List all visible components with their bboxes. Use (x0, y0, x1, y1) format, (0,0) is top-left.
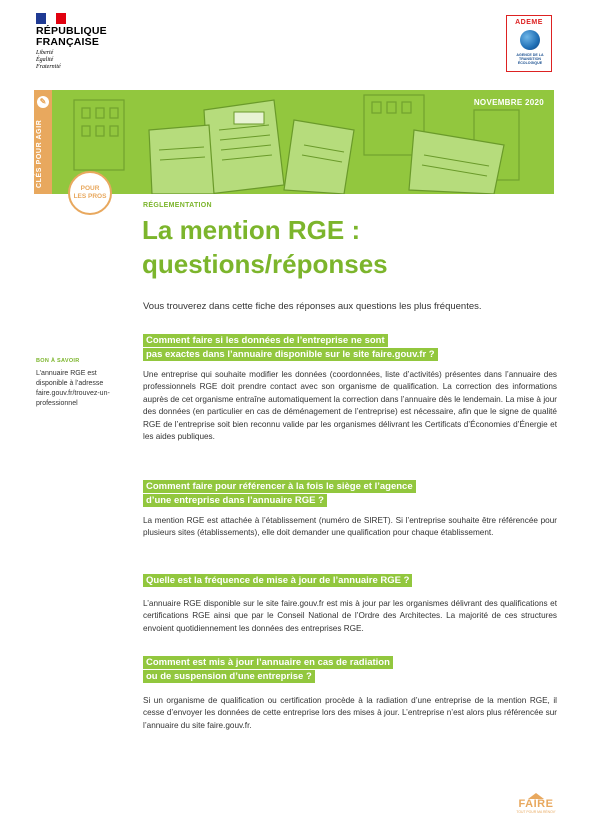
page-title (142, 213, 388, 281)
republique-title-line2: FRANÇAISE (36, 36, 100, 48)
badge-line1: POUR (80, 185, 100, 192)
question-1-line1: Comment faire si les données de l’entreprise ne sont (143, 334, 388, 347)
bon-a-savoir-label: BON À SAVOIR (36, 358, 80, 364)
french-flag-icon (36, 13, 66, 24)
answer-2: La mention RGE est attachée à l’établissement (numéro de SIRET). Si l’entreprise souhaite être référencée pour plusieurs sites (établissements), elle doit demander une qualification pour chaque établissement. (143, 516, 557, 538)
publication-date: NOVEMBRE 2020 (473, 98, 544, 107)
section-label: RÉGLEMENTATION (143, 202, 212, 209)
answer-1: Une entreprise qui souhaite modifier les données (coordonnées, liste d’activités) présentes dans l’annuaire des professionnels RGE doit prendre contact avec son organisme de qualification. La correction des informations auprès de cet organisme entraîne automatiquement la correction dans l’annuaire dès le lendemain. La mise à jour des données (en particulier en cas de déménagement de l’entreprise) est nécessaire, afin que le signe de qualité RGE de l’entreprise soit bien reconnu valide par les organismes délivrant les Certificats d’Économies d’Énergie et les aides publiques. (143, 370, 557, 442)
question-3-line1: Quelle est la fréquence de mise à jour de l’annuaire RGE ? (143, 574, 412, 587)
ademe-subtitle: AGENCE DE LA TRANSITION ÉCOLOGIQUE (516, 53, 544, 65)
cles-pour-agir-label: CLÉS POUR AGIR (36, 119, 43, 188)
republique-title-line1: RÉPUBLIQUE (36, 25, 107, 37)
question-3 (143, 574, 412, 588)
faire-logo (516, 793, 556, 814)
answer-3: L’annuaire RGE disponible sur le site faire.gouv.fr est mis à jour par les organismes délivrant des qualifications et certifications RGE ainsi que par le Conseil National de l’Ordre des Architectes. La majorité de ces structures envoient quotidiennement les données des entreprises RGE. (143, 599, 557, 633)
motto-fraternite: Fraternité (36, 64, 61, 70)
question-2-line2: d’une entreprise dans l’annuaire RGE ? (143, 494, 327, 507)
faire-name: FAIRE (518, 798, 554, 810)
pencil-icon: ✎ (37, 96, 49, 108)
page-title-line2: questions/réponses (142, 249, 388, 279)
question-1 (143, 334, 438, 361)
answer-4: Si un organisme de qualification ou certification procède à la radiation d’une entreprise de la mention RGE, il cesse d’envoyer les données de cette entreprise lors des mises à jour. L’entreprise n’est alors plus référencée sur l’annuaire du site faire.gouv.fr. (143, 696, 557, 730)
republique-motto (36, 50, 61, 71)
badge-line2: LES PROS (73, 193, 107, 200)
question-2 (143, 480, 416, 507)
question-4-line1: Comment est mis à jour l’annuaire en cas de radiation (143, 656, 393, 669)
question-4-line2: ou de suspension d’une entreprise ? (143, 670, 315, 683)
motto-liberte: Liberté (36, 50, 54, 56)
pour-les-pros-badge (68, 171, 112, 215)
ademe-logo (506, 15, 552, 72)
bon-a-savoir-note (36, 358, 126, 409)
motto-egalite: Égalité (36, 57, 54, 63)
question-4 (143, 656, 393, 683)
faire-subtitle: TOUT POUR MA RÉNOV' (516, 810, 556, 814)
question-2-line1: Comment faire pour référencer à la fois le siège et l’agence (143, 480, 416, 493)
page-title-line1: La mention RGE : (142, 215, 361, 245)
question-1-line2: pas exactes dans l’annuaire disponible sur le site faire.gouv.fr ? (143, 348, 438, 361)
ademe-name: ADEME (515, 19, 543, 26)
globe-icon (520, 30, 540, 50)
bon-a-savoir-text: L’annuaire RGE est disponible à l’adresse faire.gouv.fr/trouvez-un-professionnel (36, 370, 110, 407)
intro-text: Vous trouverez dans cette fiche des réponses aux questions les plus fréquentes. (143, 301, 482, 312)
republique-francaise-title (36, 26, 107, 48)
